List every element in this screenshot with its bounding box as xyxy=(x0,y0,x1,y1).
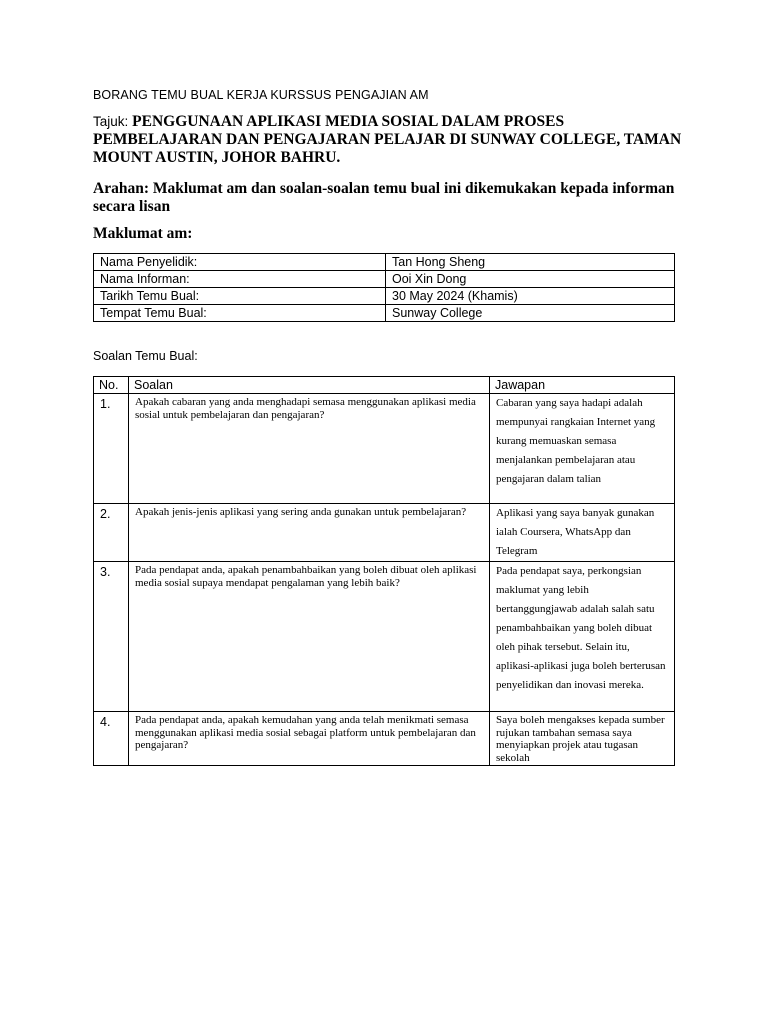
info-value: Sunway College xyxy=(386,305,675,322)
title-prefix: Tajuk: xyxy=(93,114,129,129)
header-jawapan: Jawapan xyxy=(490,377,675,394)
header-soalan: Soalan xyxy=(129,377,490,394)
interview-questions-table xyxy=(93,376,675,766)
info-value: 30 May 2024 (Khamis) xyxy=(386,288,675,305)
table-row xyxy=(94,562,675,712)
info-value: Tan Hong Sheng xyxy=(386,254,675,271)
answer-text: Cabaran yang saya hadapi adalah mempunyai rangkaian Internet yang kurang memuaskan semasa menjalankan pembelajaran atau pengajaran dalam talian xyxy=(490,394,675,504)
table-row xyxy=(94,271,675,288)
table-row xyxy=(94,254,675,271)
general-info-heading: Maklumat am: xyxy=(93,225,193,242)
question-number: 1. xyxy=(94,394,129,504)
questions-heading: Soalan Temu Bual: xyxy=(93,349,198,363)
document-title xyxy=(93,113,693,167)
question-text: Apakah jenis-jenis aplikasi yang sering anda gunakan untuk pembelajaran? xyxy=(129,504,490,562)
table-row xyxy=(94,288,675,305)
info-label: Tempat Temu Bual: xyxy=(94,305,386,322)
question-number: 2. xyxy=(94,504,129,562)
question-text: Pada pendapat anda, apakah kemudahan yang anda telah menikmati semasa menggunakan aplikasi media sosial sebagai platform untuk pembelajaran dan pengajaran? xyxy=(129,712,490,766)
header-no: No. xyxy=(94,377,129,394)
question-text: Pada pendapat anda, apakah penambahbaikan yang boleh dibuat oleh aplikasi media sosial supaya mendapat pengalaman yang lebih baik? xyxy=(129,562,490,712)
info-label: Tarikh Temu Bual: xyxy=(94,288,386,305)
info-label: Nama Informan: xyxy=(94,271,386,288)
question-number: 3. xyxy=(94,562,129,712)
table-row xyxy=(94,305,675,322)
table-row xyxy=(94,394,675,504)
instructions: Arahan: Maklumat am dan soalan-soalan temu bual ini dikemukakan kepada informan secara lisan xyxy=(93,180,675,215)
info-value: Ooi Xin Dong xyxy=(386,271,675,288)
answer-text: Aplikasi yang saya banyak gunakan ialah Coursera, WhatsApp dan Telegram xyxy=(490,504,675,562)
answer-text: Pada pendapat saya, perkongsian maklumat yang lebih bertanggungjawab adalah salah satu penambahbaikan yang boleh dibuat oleh pihak tersebut. Selain itu, aplikasi-aplikasi juga boleh berterusan penyelidikan dan inovasi mereka. xyxy=(490,562,675,712)
question-text: Apakah cabaran yang anda menghadapi semasa menggunakan aplikasi media sosial untuk pembelajaran dan pengajaran? xyxy=(129,394,490,504)
title-text: PENGGUNAAN APLIKASI MEDIA SOSIAL DALAM PROSES PEMBELAJARAN DAN PENGAJARAN PELAJAR DI SUNWAY COLLEGE, TAMAN MOUNT AUSTIN, JOHOR BAHRU. xyxy=(93,113,682,166)
table-header-row xyxy=(94,377,675,394)
table-row xyxy=(94,504,675,562)
general-info-table xyxy=(93,253,675,322)
info-label: Nama Penyelidik: xyxy=(94,254,386,271)
form-heading: BORANG TEMU BUAL KERJA KURSSUS PENGAJIAN AM xyxy=(93,88,429,102)
answer-text: Saya boleh mengakses kepada sumber rujukan tambahan semasa saya menyiapkan projek atau tugasan sekolah xyxy=(490,712,675,766)
table-row xyxy=(94,712,675,766)
question-number: 4. xyxy=(94,712,129,766)
